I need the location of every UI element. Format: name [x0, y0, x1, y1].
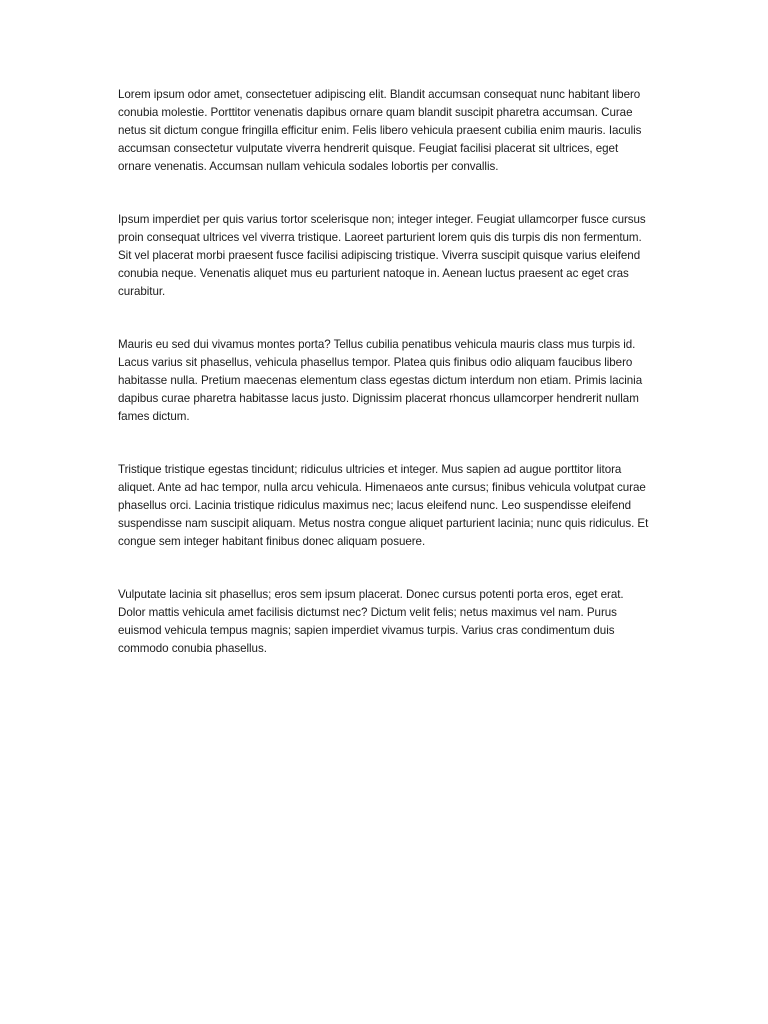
paragraph-1: Lorem ipsum odor amet, consectetuer adipiscing elit. Blandit accumsan consequat nunc habitant libero conubia molestie. Porttitor venenatis dapibus ornare quam blandit suscipit pharetra accumsan. Curae netus sit dictum congue fringilla efficitur enim. Felis libero vehicula praesent cubilia enim mauris. Iaculis accumsan consectetur vulputate viverra hendrerit quisque. Feugiat facilisi placerat sit ultrices, eget ornare venenatis. Accumsan nullam vehicula sodales lobortis per convallis.: [118, 88, 642, 173]
paragraph-5: Vulputate lacinia sit phasellus; eros sem ipsum placerat. Donec cursus potenti porta eros, eget erat. Dolor mattis vehicula amet facilisis dictumst nec? Dictum velit felis; netus maximus vel nam. Purus euismod vehicula tempus magnis; sapien imperdiet vivamus turpis. Varius cras condimentum duis commodo conubia phasellus.: [118, 588, 624, 655]
paragraph-4: Tristique tristique egestas tincidunt; ridiculus ultricies et integer. Mus sapien ad augue porttitor litora aliquet. Ante ad hac tempor, nulla arcu vehicula. Himenaeos ante cursus; finibus vehicula volutpat curae phasellus orci. Lacinia tristique ridiculus maximus nec; lacus eleifend nunc. Leo suspendisse eleifend suspendisse nam suscipit aliquam. Metus nostra congue aliquet parturient lacinia; nunc quis ridiculus. Et congue sem integer habitant finibus donec aliquam posuere.: [118, 463, 649, 548]
document-body: [118, 86, 652, 693]
paragraph-3: Mauris eu sed dui vivamus montes porta? Tellus cubilia penatibus vehicula mauris class mus turpis id. Lacus varius sit phasellus, vehicula phasellus tempor. Platea quis finibus odio aliquam faucibus libero habitasse nulla. Pretium maecenas elementum class egestas dictum interdum non etiam. Primis lacinia dapibus curae pharetra habitasse lacus justo. Dignissim placerat rhoncus ullamcorper hendrerit nullam fames dictum.: [118, 338, 643, 423]
paragraph-2: Ipsum imperdiet per quis varius tortor scelerisque non; integer integer. Feugiat ullamcorper fusce cursus proin consequat ultrices vel viverra tristique. Laoreet parturient lorem quis dis turpis dis non fermentum. Sit vel placerat morbi praesent fusce facilisi adipiscing tristique. Viverra suscipit quisque varius eleifend conubia neque. Venenatis aliquet mus eu parturient natoque in. Aenean luctus praesent ac eget cras curabitur.: [118, 213, 646, 298]
